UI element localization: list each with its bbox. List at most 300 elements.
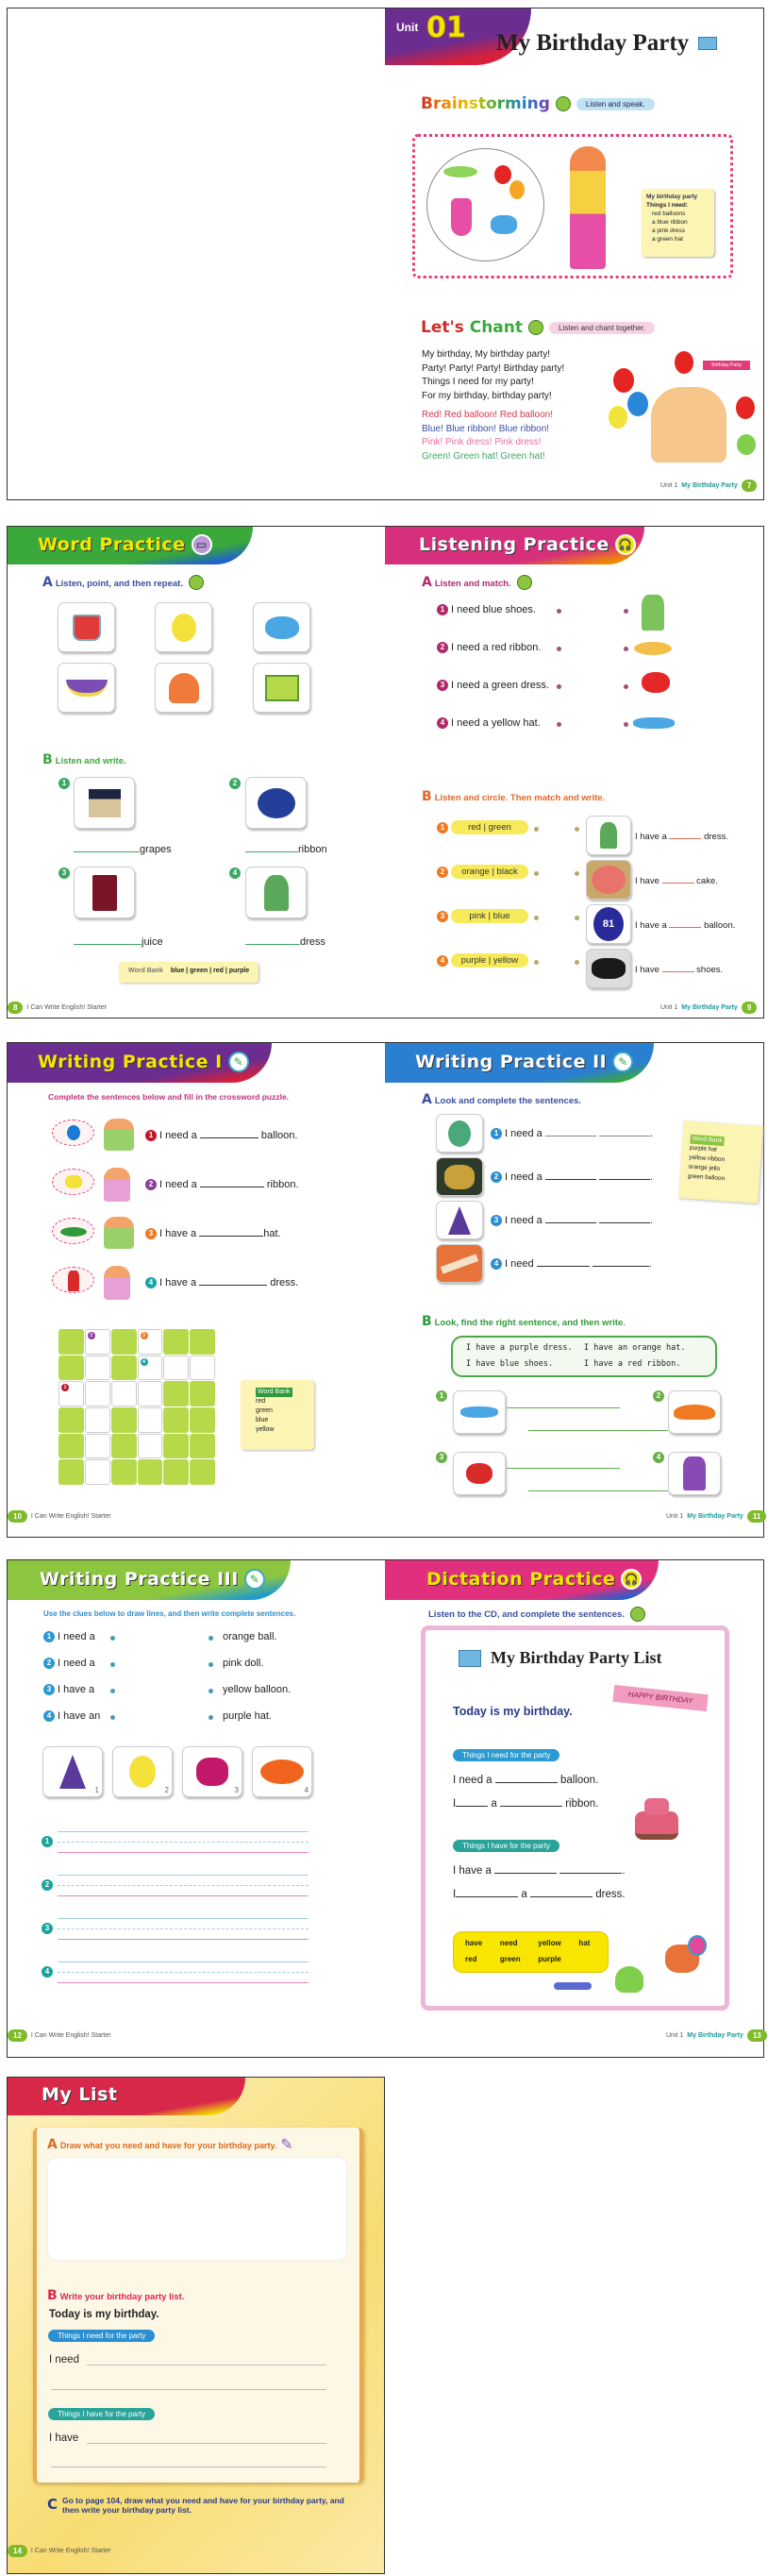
blue-ribbon-photo <box>245 777 307 829</box>
text: I need a <box>159 1179 197 1190</box>
handwriting-line[interactable] <box>58 1928 309 1929</box>
match-dot[interactable] <box>624 609 628 614</box>
text: Go to page 104, draw what you need and have for your birthday party, and then write your birthday party list. <box>62 2496 344 2515</box>
word-bank-word: orange jello <box>688 1163 721 1172</box>
crossword-block <box>190 1459 215 1485</box>
fill-blank-grapes[interactable] <box>74 843 172 855</box>
footer-title: My Birthday Party <box>681 482 738 489</box>
part-a-row <box>422 575 532 590</box>
text: balloon. <box>704 920 736 931</box>
have-pill: Things I have for the party <box>453 1840 559 1852</box>
green-dress-photo <box>245 867 307 918</box>
text: cake. <box>696 876 718 886</box>
line-number: 4 <box>42 1966 53 1978</box>
cake-photo <box>586 860 631 900</box>
sentence-blank[interactable]: 4 I need . <box>491 1257 652 1270</box>
text: Unit 1 <box>660 1004 678 1011</box>
word-option: need <box>499 1939 518 1947</box>
part-a-row <box>47 2135 293 2154</box>
note-item: a pink dress <box>652 227 686 234</box>
cd-icon[interactable] <box>189 575 204 590</box>
text: I have a <box>453 1865 492 1877</box>
text: a <box>491 1798 497 1810</box>
crossword-block <box>58 1329 84 1355</box>
drawing-area[interactable] <box>47 2157 347 2261</box>
text: 2 <box>145 1179 157 1190</box>
page-number: 11 <box>747 1510 766 1523</box>
green-dress-photo <box>586 816 631 855</box>
section-title: Word Practice <box>38 534 186 555</box>
chant-line-blue: Blue! Blue ribbon! Blue ribbon! <box>422 423 550 434</box>
party-toy-icon <box>615 1966 643 1993</box>
crossword-cell[interactable] <box>138 1434 163 1459</box>
handwriting-line[interactable] <box>58 1939 309 1940</box>
jello-picture <box>155 663 212 713</box>
write-line[interactable] <box>528 1490 668 1491</box>
page-title: My Birthday Party <box>496 30 690 56</box>
cd-icon[interactable] <box>517 575 532 590</box>
item-number: 4 <box>653 1452 664 1463</box>
fill-blank-ribbon[interactable] <box>245 843 327 855</box>
page-number: 10 <box>8 1510 27 1523</box>
word-bank-word: yellow ribbon <box>689 1153 726 1164</box>
dictation-sentence[interactable] <box>453 1864 626 1877</box>
text: Look and complete the sentences. <box>434 1096 582 1106</box>
sentence-option: I have blue shoes. <box>466 1358 554 1369</box>
part-c-instruction <box>47 2496 349 2515</box>
purple-hat-photo <box>436 1201 483 1239</box>
text: I Can Write English! Starter <box>30 1513 111 1520</box>
crossword-block <box>190 1329 215 1355</box>
word-box <box>453 1931 609 1973</box>
candy-icon <box>554 1982 592 1990</box>
blue-ribbon-picture <box>253 602 310 652</box>
crossword-cell[interactable] <box>58 1381 84 1406</box>
part-b-instruction <box>422 789 605 804</box>
crossword-cell[interactable] <box>138 1355 163 1381</box>
chant-line: Party! Party! Party! Birthday party! <box>422 362 565 374</box>
write-line[interactable] <box>507 1468 620 1469</box>
match-dot[interactable] <box>557 722 561 727</box>
crossword-cell[interactable] <box>85 1355 110 1381</box>
brainstorm-instruction: Listen and speak. <box>576 98 655 110</box>
text: I need a <box>58 1658 95 1669</box>
part-letter: A <box>422 575 432 590</box>
page-number: 7 <box>742 480 757 492</box>
crossword-cell[interactable] <box>85 1329 110 1355</box>
section-title: Dictation Practice <box>426 1569 616 1590</box>
text: dress. <box>270 1277 299 1288</box>
cd-icon[interactable] <box>556 96 571 111</box>
word: dress <box>300 936 326 948</box>
crossword-block <box>163 1459 189 1485</box>
text: I need a green dress. <box>451 680 549 691</box>
word: ribbon <box>298 844 327 855</box>
need-pill: Things I need for the party <box>453 1749 559 1761</box>
chant-line-green: Green! Green hat! Green hat! <box>422 450 545 462</box>
text: My Birthday Party <box>681 1004 738 1011</box>
instruction-text: Listen and match. <box>434 579 511 589</box>
match-dot[interactable] <box>557 647 561 651</box>
word-option: green <box>499 1955 521 1963</box>
note-item: a green hat <box>652 236 683 243</box>
crossword-cell[interactable] <box>138 1407 163 1433</box>
text: Write your birthday party list. <box>59 2292 185 2302</box>
clue-right: yellow balloon. <box>223 1684 292 1695</box>
text: I need a <box>453 1775 493 1786</box>
match-dot[interactable] <box>575 827 579 832</box>
write-line[interactable] <box>87 2443 326 2444</box>
text: A <box>47 2137 58 2152</box>
fill-blank-juice[interactable] <box>74 935 163 948</box>
instruction-text: Listen, point, and then repeat. <box>55 579 183 589</box>
birthday-party-banner: Birthday Party <box>703 361 750 370</box>
text: I need <box>505 1258 534 1270</box>
match-dot[interactable] <box>575 960 579 965</box>
orange-ball-photo <box>252 1746 312 1797</box>
orange-jello-photo <box>436 1244 483 1283</box>
pink-dress-icon <box>451 198 472 236</box>
page-number: 8 <box>8 1002 23 1014</box>
gift-icon <box>698 37 717 50</box>
text: 1 <box>491 1128 502 1139</box>
crossword-block <box>163 1407 189 1433</box>
blue-shoes-icon <box>633 717 675 729</box>
section-title: Writing Practice III <box>40 1569 239 1590</box>
text: I Can Write English! Starter <box>30 2032 111 2039</box>
part-b-instruction <box>42 752 126 767</box>
text: B <box>47 2288 58 2303</box>
need-label: I need <box>49 2354 79 2366</box>
item-number: 1 <box>436 1390 447 1402</box>
yellow-ribbon-icon <box>65 1175 82 1188</box>
word-bank-label: Word Bank <box>690 1135 725 1146</box>
match-dot[interactable] <box>624 722 628 727</box>
match-dot[interactable] <box>110 1715 115 1720</box>
have-label: I have <box>49 2433 79 2444</box>
chant-line-red: Red! Red balloon! Red balloon! <box>422 410 553 420</box>
blueberries-picture <box>74 777 135 829</box>
instruction: Listen to the CD, and complete the sentences. <box>428 1608 625 1620</box>
sentence-blank[interactable]: 2 I need a . <box>491 1170 653 1183</box>
clue-left <box>43 1710 100 1722</box>
fill-blank-dress[interactable] <box>245 935 326 948</box>
dictation-sentence[interactable] <box>453 1797 598 1810</box>
clue-left <box>43 1658 95 1669</box>
crossword-cell[interactable] <box>138 1381 163 1406</box>
thought-bubble <box>52 1120 94 1146</box>
match-dot[interactable] <box>209 1636 213 1641</box>
handwriting-line[interactable] <box>58 1842 309 1843</box>
dictation-sentence[interactable] <box>453 1888 626 1900</box>
text: I have a <box>159 1228 197 1239</box>
chant-lyrics <box>422 348 564 463</box>
cd-icon[interactable] <box>528 320 543 335</box>
crossword-block <box>163 1434 189 1459</box>
thought-bubble <box>52 1169 94 1195</box>
sentence-option: I have an orange hat. <box>584 1343 686 1353</box>
blue-balloon-icon <box>67 1125 80 1140</box>
word-option: purple <box>538 1955 561 1963</box>
pencil-icon: ✎ <box>612 1052 633 1072</box>
crossword-block <box>190 1407 215 1433</box>
color-choice[interactable]: orange | black <box>451 865 528 879</box>
sentence-blank[interactable] <box>145 1227 281 1239</box>
item-number: 3 <box>58 867 70 879</box>
section-title: Listening Practice <box>419 534 609 555</box>
chant-line: My birthday, My birthday party! <box>422 349 550 360</box>
crossword-cell[interactable] <box>85 1381 110 1406</box>
crossword-block <box>190 1381 215 1406</box>
text: 3 <box>145 1228 157 1239</box>
text: 2 <box>491 1171 502 1183</box>
sentence-blank[interactable]: 3 I need a . <box>491 1214 653 1226</box>
green-balloon-photo <box>436 1114 483 1153</box>
handwriting-line[interactable] <box>58 1961 309 1962</box>
gift-icon <box>459 1650 481 1667</box>
match-sentence: 1 I need blue shoes. <box>437 604 536 615</box>
crossword-cell[interactable] <box>111 1381 137 1406</box>
match-dot[interactable] <box>209 1715 213 1720</box>
word-bank-word: red <box>256 1398 266 1405</box>
yellow-ribbon-photo <box>436 1157 483 1196</box>
color-choice[interactable]: pink | blue <box>451 909 528 923</box>
pencil-icon: ✎ <box>244 1569 265 1590</box>
word-option: red <box>465 1955 477 1963</box>
color-choice[interactable]: red | green <box>451 820 528 834</box>
match-dot[interactable] <box>624 684 628 689</box>
text: My Birthday Party <box>687 2032 743 2039</box>
page-number: 9 <box>742 1002 757 1014</box>
page-number: 14 <box>8 2545 27 2557</box>
crossword-cell[interactable] <box>85 1459 110 1485</box>
handwriting-line[interactable] <box>58 1852 309 1853</box>
crossword-cell[interactable] <box>138 1329 163 1355</box>
purple-dress-picture <box>668 1452 721 1495</box>
word-bank-words: blue | green | red | purple <box>170 968 250 974</box>
match-dot[interactable] <box>110 1689 115 1693</box>
crossword-block <box>111 1355 137 1381</box>
word-bank-word: green balloon <box>687 1172 726 1183</box>
text: 1 <box>43 1631 55 1642</box>
line-number: 3 <box>42 1923 53 1934</box>
sentence-blank[interactable] <box>145 1276 298 1288</box>
sentence-blank[interactable] <box>635 874 718 886</box>
clue-number: 4 <box>141 1358 148 1366</box>
text: I need a red ribbon. <box>451 642 542 653</box>
handwriting-line[interactable] <box>58 1885 309 1886</box>
match-dot[interactable] <box>575 871 579 876</box>
text: hat. <box>263 1228 281 1239</box>
match-dot[interactable] <box>209 1689 213 1693</box>
line-number: 1 <box>42 1836 53 1847</box>
balloon-photo <box>586 904 631 944</box>
match-dot[interactable] <box>534 827 539 832</box>
page-number: 12 <box>8 2029 27 2042</box>
clue-right: pink doll. <box>223 1658 264 1669</box>
section-title: Writing Practice I <box>38 1052 223 1072</box>
text: 4 <box>491 1258 502 1270</box>
handwriting-line[interactable] <box>58 1918 309 1919</box>
text: I need a <box>505 1128 543 1139</box>
header-row <box>419 534 636 555</box>
handwriting-line[interactable] <box>58 1895 309 1896</box>
green-hat-icon <box>443 166 477 177</box>
clue-left <box>43 1684 94 1695</box>
today-heading: Today is my birthday. <box>49 2309 159 2320</box>
match-dot[interactable] <box>534 960 539 965</box>
match-dot[interactable] <box>557 609 561 614</box>
yellow-balloon-photo <box>112 1746 173 1797</box>
text: ribbon. <box>266 1179 299 1190</box>
part-a-instruction <box>47 2137 276 2152</box>
red-balloon-icon <box>494 165 511 184</box>
crossword-cell[interactable] <box>190 1355 215 1381</box>
instruction: Complete the sentences below and fill in the crossword puzzle. <box>48 1092 290 1102</box>
clue-right: orange ball. <box>223 1631 277 1642</box>
sentence-option: I have a red ribbon. <box>584 1358 681 1369</box>
item-number: 3 <box>436 1452 447 1463</box>
write-line[interactable] <box>51 2389 326 2390</box>
page-footer <box>8 1002 107 1014</box>
match-dot[interactable] <box>575 916 579 920</box>
picture-number: 1 <box>94 1786 99 1794</box>
write-line[interactable] <box>87 2365 326 2366</box>
headphones-icon: 🎧 <box>615 534 636 555</box>
text: I need a <box>505 1215 543 1226</box>
chant-line: Things I need for my party! <box>422 377 534 387</box>
write-line[interactable] <box>507 1407 620 1408</box>
text: dress. <box>595 1889 626 1900</box>
have-pill: Things I have for the party <box>48 2408 155 2420</box>
sentence-option: I have a purple dress. <box>466 1343 573 1353</box>
text: 4 <box>145 1277 157 1288</box>
word-option: have <box>465 1939 483 1947</box>
sentence-blank[interactable] <box>145 1178 299 1190</box>
text: I have a <box>635 832 667 842</box>
sentence-box <box>451 1336 717 1377</box>
text: Draw what you need and have for your birthday party. <box>59 2141 277 2150</box>
section-title: My List <box>42 2084 118 2105</box>
text: My Birthday Party <box>687 1513 743 1520</box>
crossword-block <box>163 1329 189 1355</box>
clue-number: 2 <box>88 1332 95 1339</box>
write-line[interactable] <box>528 1430 668 1431</box>
yellow-balloon-picture <box>155 602 212 652</box>
instruction-row <box>428 1607 645 1622</box>
page-number: 13 <box>747 2029 767 2042</box>
sentence-blank[interactable] <box>145 1129 297 1141</box>
text: shoes. <box>696 965 724 975</box>
text: 1 <box>145 1130 157 1141</box>
page-footer <box>8 2029 111 2042</box>
match-dot[interactable] <box>624 647 628 651</box>
dictation-sentence[interactable] <box>453 1774 598 1786</box>
header-row <box>426 1569 642 1590</box>
part-letter: A <box>42 575 53 590</box>
sentence-blank[interactable]: 1 I need a . <box>491 1127 653 1139</box>
sentence-blank[interactable] <box>635 963 723 975</box>
crossword-block <box>111 1407 137 1433</box>
word: juice <box>142 936 163 948</box>
match-dot[interactable] <box>110 1662 115 1667</box>
crossword-cell[interactable] <box>85 1434 110 1459</box>
text: 4 <box>43 1710 55 1722</box>
crossword-block <box>111 1434 137 1459</box>
picture-number: 3 <box>234 1786 239 1794</box>
sentence-blank[interactable] <box>635 830 728 842</box>
handwriting-line[interactable] <box>58 1982 309 1983</box>
crossword-cell[interactable] <box>85 1407 110 1433</box>
part-a-instruction <box>422 575 511 590</box>
shoes-photo <box>586 949 631 988</box>
text: balloon. <box>260 1130 298 1141</box>
text: I have <box>635 965 659 975</box>
handwriting-line[interactable] <box>58 1831 309 1832</box>
text: Unit 1 <box>666 2032 684 2039</box>
orange-hat-picture <box>668 1390 721 1434</box>
lets-chant-row <box>421 318 655 337</box>
note-title: My birthday party <box>646 194 698 200</box>
handwriting-line[interactable] <box>58 1875 309 1876</box>
picture-number: 4 <box>304 1786 309 1794</box>
page-footer <box>660 480 757 492</box>
item-number: 1 <box>58 778 70 789</box>
footer-book: I Can Write English! Starter <box>26 1004 108 1011</box>
word: grapes <box>140 844 172 855</box>
orange-balloon-icon <box>509 180 525 199</box>
match-dot[interactable] <box>209 1662 213 1667</box>
text: . <box>622 1865 626 1877</box>
red-dress-icon <box>68 1271 79 1291</box>
match-dot[interactable] <box>557 684 561 689</box>
crossword-block <box>138 1459 163 1485</box>
color-choice[interactable]: purple | yellow <box>451 953 528 968</box>
crossword-block <box>111 1459 137 1485</box>
text: I have an <box>58 1710 101 1722</box>
gumball-jar-icon <box>688 1935 707 1956</box>
header-row <box>40 1569 265 1590</box>
unit-number: 01 <box>426 11 466 44</box>
gift-box-picture <box>253 663 310 713</box>
match-dot[interactable] <box>534 871 539 876</box>
list-title-row <box>459 1648 662 1668</box>
red-ribbon-picture <box>453 1452 506 1495</box>
match-dot[interactable] <box>534 916 539 920</box>
match-sentence: 3 I need a green dress. <box>437 680 549 691</box>
match-dot[interactable] <box>110 1636 115 1641</box>
text: I need a <box>58 1631 95 1642</box>
juice-pitcher-picture <box>58 602 115 652</box>
book-icon: ▭ <box>192 534 212 555</box>
cd-icon[interactable] <box>630 1607 645 1622</box>
sentence-blank[interactable] <box>635 918 735 931</box>
crossword-cell[interactable] <box>163 1355 189 1381</box>
birthday-note <box>642 189 714 257</box>
handwriting-line[interactable] <box>58 1972 309 1973</box>
chant-line: For my birthday, birthday party! <box>422 390 552 401</box>
text: ribbon. <box>565 1798 599 1810</box>
page-footer <box>666 2029 767 2042</box>
text: Unit 1 <box>666 1513 684 1520</box>
line-number: 2 <box>42 1879 53 1891</box>
header-row <box>38 1052 249 1072</box>
green-hat-icon <box>60 1227 87 1237</box>
crayon-icon: ✎ <box>280 2137 293 2153</box>
yellow-hat-icon <box>634 642 672 655</box>
red-ribbon-icon <box>642 672 670 693</box>
pencil-icon: ✎ <box>228 1052 249 1072</box>
